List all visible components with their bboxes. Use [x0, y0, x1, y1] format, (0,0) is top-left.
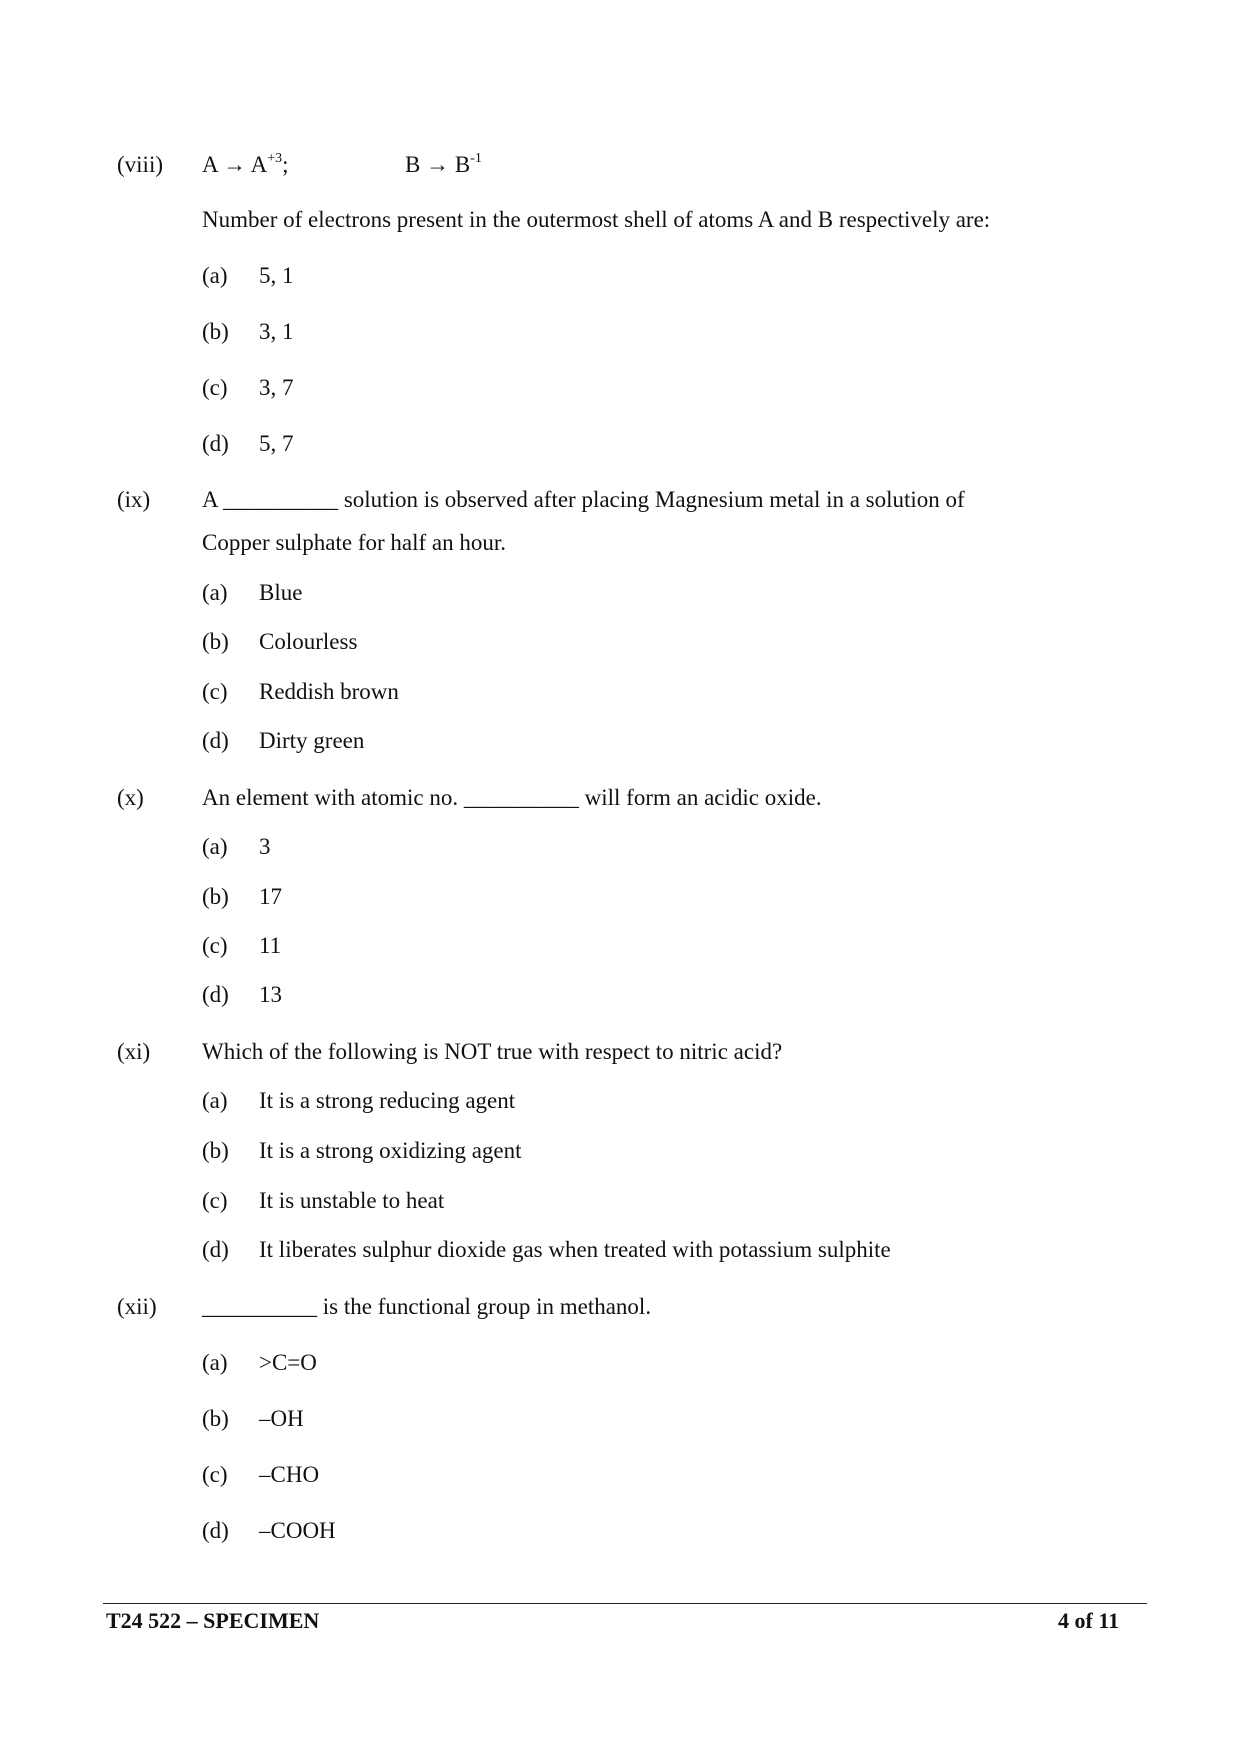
paper-code: T24 522 – SPECIMEN [106, 1608, 320, 1633]
question-number-x: (x) [117, 785, 144, 810]
option-text: 3, 7 [259, 375, 294, 400]
option-letter: (a) [202, 1350, 228, 1375]
option-text: It is a strong reducing agent [259, 1088, 516, 1113]
option-text: 17 [259, 884, 282, 909]
option-letter: (a) [202, 580, 228, 605]
question-number-xii: (xii) [117, 1294, 157, 1319]
page-number: 4 of 11 [1058, 1608, 1120, 1633]
option-letter: (b) [202, 1138, 229, 1163]
option-text: >C=O [259, 1350, 317, 1375]
option-text: Dirty green [259, 728, 365, 753]
option-letter: (d) [202, 728, 229, 753]
question-stem-ix-line1: A __________ solution is observed after placing Magnesium metal in a solution of [202, 487, 965, 512]
option-text: Colourless [259, 629, 358, 654]
formula-a-end: ; [282, 152, 289, 177]
option-text: –CHO [259, 1462, 320, 1487]
question-stem-xii: __________ is the functional group in methanol. [202, 1294, 652, 1319]
formula-b [405, 152, 482, 178]
option-text: 13 [259, 982, 282, 1007]
option-letter: (b) [202, 319, 229, 344]
option-letter: (a) [202, 1088, 228, 1113]
option-text: It is a strong oxidizing agent [259, 1138, 522, 1163]
option-letter: (d) [202, 1237, 229, 1262]
option-letter: (a) [202, 263, 228, 288]
option-letter: (c) [202, 1188, 228, 1213]
option-text: 3 [259, 834, 271, 859]
option-text: 3, 1 [259, 319, 294, 344]
footer-divider [103, 1603, 1147, 1604]
question-stem-xi: Which of the following is NOT true with respect to nitric acid? [202, 1039, 783, 1064]
formula-b-base: B → B [405, 152, 471, 177]
option-letter: (c) [202, 375, 228, 400]
question-stem-x: An element with atomic no. __________ will form an acidic oxide. [202, 785, 822, 810]
formula-a-superscript: +3 [267, 151, 283, 166]
formula-a [202, 152, 288, 178]
option-text: 5, 7 [259, 431, 294, 456]
option-letter: (c) [202, 1462, 228, 1487]
question-number-viii: (viii) [117, 152, 163, 177]
option-letter: (d) [202, 1518, 229, 1543]
formula-b-superscript: -1 [470, 151, 482, 166]
option-text: Blue [259, 580, 303, 605]
option-letter: (c) [202, 679, 228, 704]
option-text: –OH [259, 1406, 304, 1431]
option-letter: (b) [202, 1406, 229, 1431]
option-letter: (b) [202, 884, 229, 909]
option-text: 5, 1 [259, 263, 294, 288]
question-stem-ix-line2: Copper sulphate for half an hour. [202, 530, 507, 555]
option-letter: (d) [202, 982, 229, 1007]
question-stem-viii: Number of electrons present in the outermost shell of atoms A and B respectively are: [202, 207, 991, 232]
option-text: 11 [259, 933, 282, 958]
option-text: –COOH [259, 1518, 336, 1543]
option-letter: (c) [202, 933, 228, 958]
option-text: Reddish brown [259, 679, 399, 704]
question-number-xi: (xi) [117, 1039, 151, 1064]
option-letter: (b) [202, 629, 229, 654]
option-text: It is unstable to heat [259, 1188, 445, 1213]
option-letter: (d) [202, 431, 229, 456]
option-letter: (a) [202, 834, 228, 859]
question-number-ix: (ix) [117, 487, 151, 512]
option-text: It liberates sulphur dioxide gas when treated with potassium sulphite [259, 1237, 891, 1262]
formula-a-base: A → A [202, 152, 268, 177]
